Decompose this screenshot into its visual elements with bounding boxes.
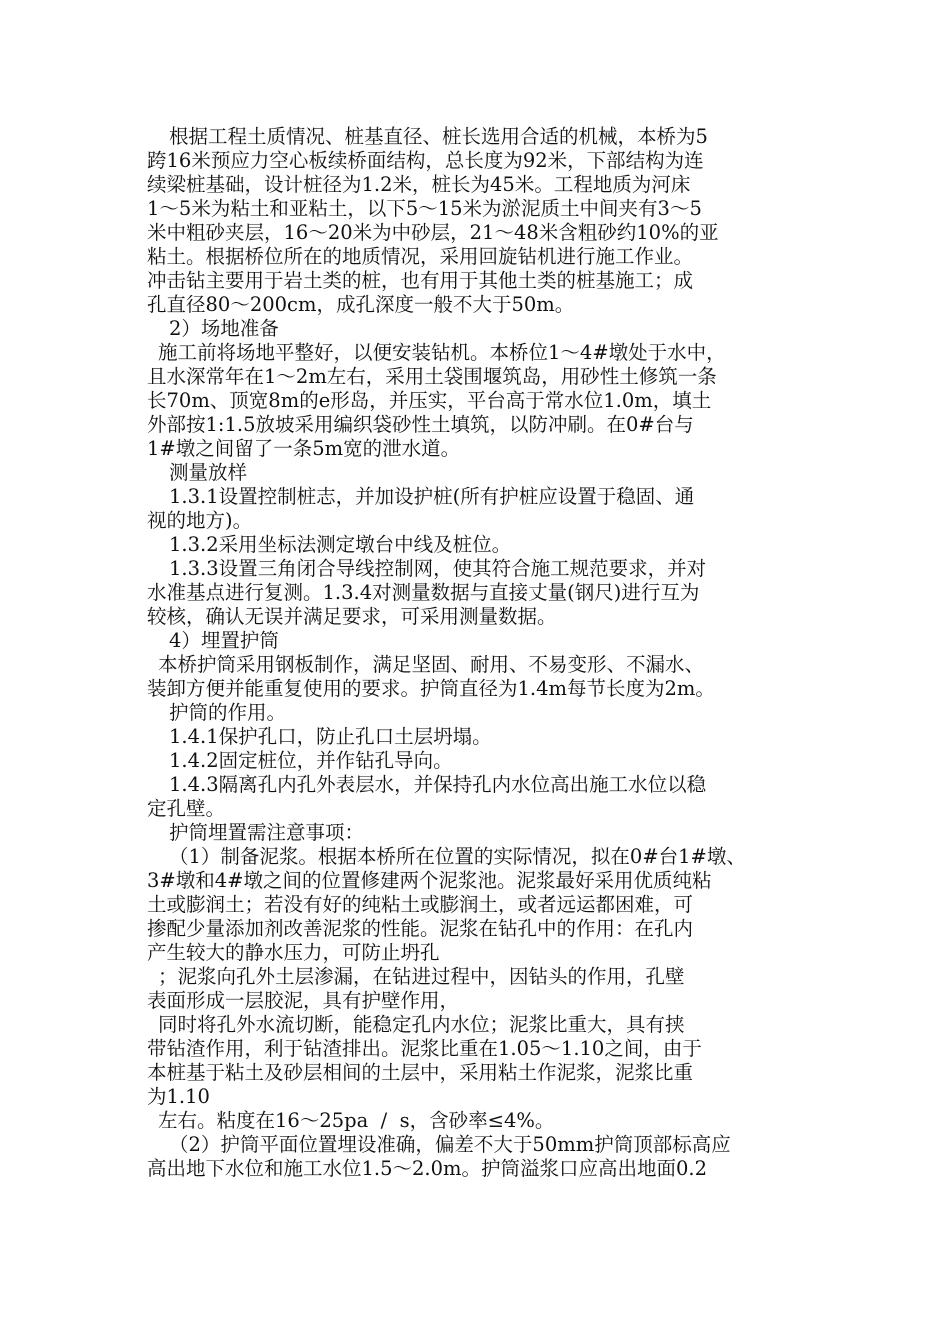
text-line: 产生较大的静水压力，可防止坍孔 [147, 941, 440, 964]
text-line: 表面形成一层胶泥，具有护壁作用， [147, 989, 460, 1012]
text-line: 1～5米为粘土和亚粘土，以下5～15米为淤泥质土中间夹有3～5 [147, 197, 702, 220]
text-line: 粘土。根据桥位所在的地质情况，采用回旋钻机进行施工作业。 [147, 245, 694, 268]
text-line: 视的地方)。 [147, 509, 253, 532]
text-line: 2）场地准备 [169, 317, 279, 340]
text-line: ；泥浆向孔外土层渗漏，在钻进过程中，因钻头的作用，孔壁 [158, 965, 685, 988]
text-line: 装卸方便并能重复使用的要求。护筒直径为1.4m每节长度为2m。 [147, 677, 715, 700]
text-line: 1.3.2采用坐标法测定墩台中线及桩位。 [169, 533, 512, 556]
document-body [147, 125, 807, 1181]
text-line: 冲击钻主要用于岩土类的桩，也有用于其他土类的桩基施工；成 [147, 269, 694, 292]
text-line: 施工前将场地平整好，以便安装钻机。本桥位1～4#墩处于水中， [158, 341, 726, 364]
text-line: 护筒的作用。 [169, 701, 287, 724]
text-line: 水准基点进行复测。1.3.4对测量数据与直接丈量(钢尺)进行互为 [147, 581, 700, 604]
text-line: （2）护筒平面位置埋设准确，偏差不大于50mm护筒顶部标高应 [169, 1133, 731, 1156]
text-line: 根据工程土质情况、桩基直径、桩长选用合适的机械，本桥为5 [169, 125, 708, 148]
text-line: 1#墩之间留了一条5m宽的泄水道。 [147, 437, 461, 460]
text-line: 同时将孔外水流切断，能稳定孔内水位；泥浆比重大，具有挟 [158, 1013, 685, 1036]
text-line: 1.4.1保护孔口，防止孔口土层坍塌。 [169, 725, 492, 748]
text-line: 定孔壁。 [147, 797, 226, 820]
text-line: 1.3.3设置三角闭合导线控制网，使其符合施工规范要求，并对 [169, 557, 707, 580]
text-line: 较核，确认无误并满足要求，可采用测量数据。 [147, 605, 557, 628]
text-line: 且水深常年在1～2m左右，采用土袋围堰筑岛，用砂性土修筑一条 [147, 365, 717, 388]
text-line: 米中粗砂夹层，16～20米为中砂层，21～48米含粗砂约10%的亚 [147, 221, 719, 244]
text-line: 左右。粘度在16～25pa / s，含砂率≤4%。 [158, 1109, 555, 1132]
text-line: 本桩基于粘土及砂层相间的土层中，采用粘土作泥浆，泥浆比重 [147, 1061, 694, 1084]
text-line: 带钻渣作用，利于钻渣排出。泥浆比重在1.05～1.10之间，由于 [147, 1037, 702, 1060]
text-line: 本桥护筒采用钢板制作，满足坚固、耐用、不易变形、不漏水、 [158, 653, 705, 676]
text-line: 跨16米预应力空心板续桥面结构，总长度为92米，下部结构为连 [147, 149, 704, 172]
text-line: 外部按1:1.5放坡采用编织袋砂性土填筑，以防冲刷。在0#台与 [147, 413, 694, 436]
text-line: （1）制备泥浆。根据本桥所在位置的实际情况，拟在0#台1#墩、 [169, 845, 746, 868]
text-line: 3#墩和4#墩之间的位置修建两个泥浆池。泥浆最好采用优质纯粘 [147, 869, 712, 892]
text-line: 测量放样 [169, 461, 248, 484]
text-line: 续梁桩基础，设计桩径为1.2米，桩长为45米。工程地质为河床 [147, 173, 691, 196]
text-line: 1.4.3隔离孔内孔外表层水，并保持孔内水位高出施工水位以稳 [169, 773, 707, 796]
text-line: 土或膨润土；若没有好的纯粘土或膨润土，或者远运都困难，可 [147, 893, 694, 916]
text-line: 4）埋置护筒 [169, 629, 279, 652]
text-line: 1.4.2固定桩位，并作钻孔导向。 [169, 749, 453, 772]
text-line: 掺配少量添加剂改善泥浆的性能。泥浆在钻孔中的作用：在孔内 [147, 917, 694, 940]
text-line: 1.3.1设置控制桩志，并加设护桩(所有护桩应设置于稳固、通 [169, 485, 695, 508]
text-line: 孔直径80～200cm，成孔深度一般不大于50m。 [147, 293, 575, 316]
text-line: 护筒埋置需注意事项： [169, 821, 365, 844]
text-line: 长70m、顶宽8m的e形岛，并压实，平台高于常水位1.0m，填土 [147, 389, 712, 412]
text-line: 为1.10 [147, 1085, 210, 1108]
text-line: 高出地下水位和施工水位1.5～2.0m。护筒溢浆口应高出地面0.2 [147, 1157, 708, 1180]
